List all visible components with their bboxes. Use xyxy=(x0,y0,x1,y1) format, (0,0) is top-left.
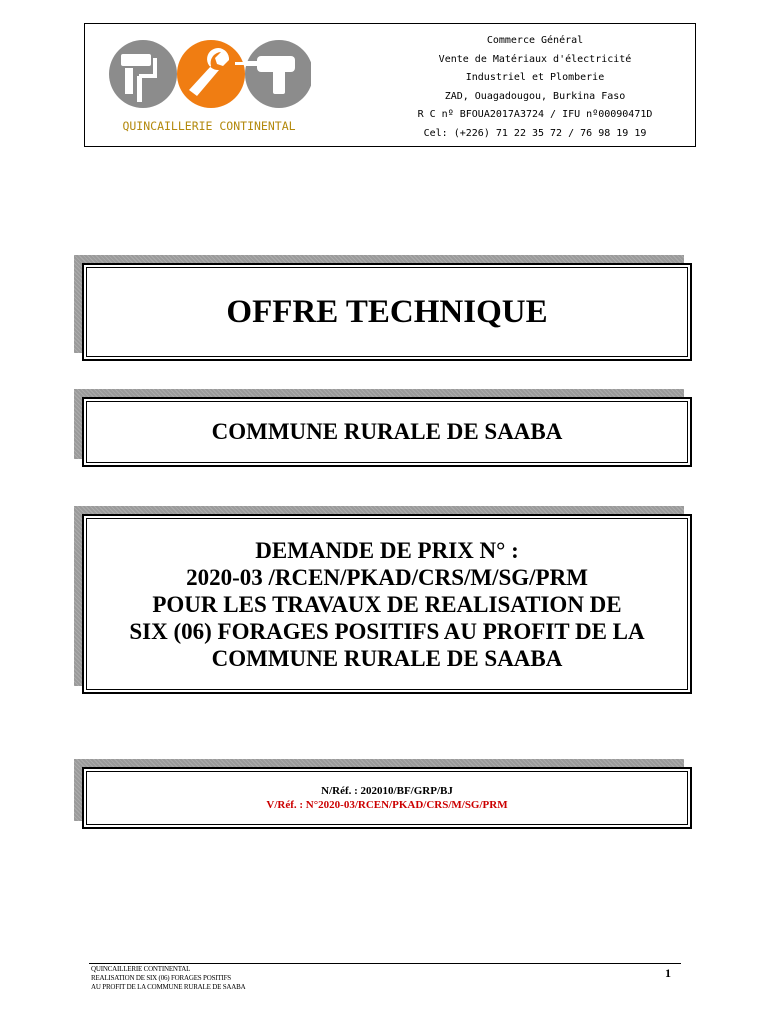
your-reference: V/Réf. : N°2020-03/RCEN/PKAD/CRS/M/SG/PRM xyxy=(266,799,508,811)
commune-box xyxy=(82,397,692,467)
logo-text: QUINCAILLERIE CONTINENTAL xyxy=(122,119,296,133)
drill-icon xyxy=(235,40,311,108)
company-line: Vente de Matériaux d'électricité xyxy=(438,53,632,65)
company-header xyxy=(84,23,696,147)
demande-line: COMMUNE RURALE DE SAABA xyxy=(211,645,563,671)
demande-line: POUR LES TRAVAUX DE REALISATION DE xyxy=(152,591,622,617)
demande-line: 2020-03 /RCEN/PKAD/CRS/M/SG/PRM xyxy=(186,564,588,590)
reference-box xyxy=(82,767,692,829)
our-reference: N/Réf. : 202010/BF/GRP/BJ xyxy=(321,785,453,797)
demande-line: SIX (06) FORAGES POSITIFS AU PROFIT DE LA xyxy=(129,618,645,644)
page-number: 1 xyxy=(665,966,671,980)
footer-line: REALISATION DE SIX (06) FORAGES POSITIFS xyxy=(91,974,231,982)
company-line: R C nº BFOUA2017A3724 / IFU nº00090471D xyxy=(417,109,653,120)
company-line: ZAD, Ouagadougou, Burkina Faso xyxy=(444,90,626,102)
company-line: Cel: (+226) 71 22 35 72 / 76 98 19 19 xyxy=(423,127,647,139)
page-title: OFFRE TECHNIQUE xyxy=(226,293,548,330)
title-box xyxy=(82,263,692,361)
paint-roller-icon xyxy=(109,40,177,108)
company-logo xyxy=(101,34,311,144)
demande-box xyxy=(82,514,692,694)
company-info xyxy=(385,32,685,143)
commune-title: COMMUNE RURALE DE SAABA xyxy=(211,419,563,444)
wrench-icon xyxy=(177,40,245,108)
company-line: Industriel et Plomberie xyxy=(465,72,605,83)
footer-divider xyxy=(89,963,681,964)
company-line: Commerce Général xyxy=(486,35,584,46)
footer-line: QUINCAILLERIE CONTINENTAL xyxy=(91,965,191,973)
demande-line: DEMANDE DE PRIX N° : xyxy=(255,537,519,563)
footer-line: AU PROFIT DE LA COMMUNE RURALE DE SAABA xyxy=(91,983,246,991)
footer-text xyxy=(91,965,245,992)
